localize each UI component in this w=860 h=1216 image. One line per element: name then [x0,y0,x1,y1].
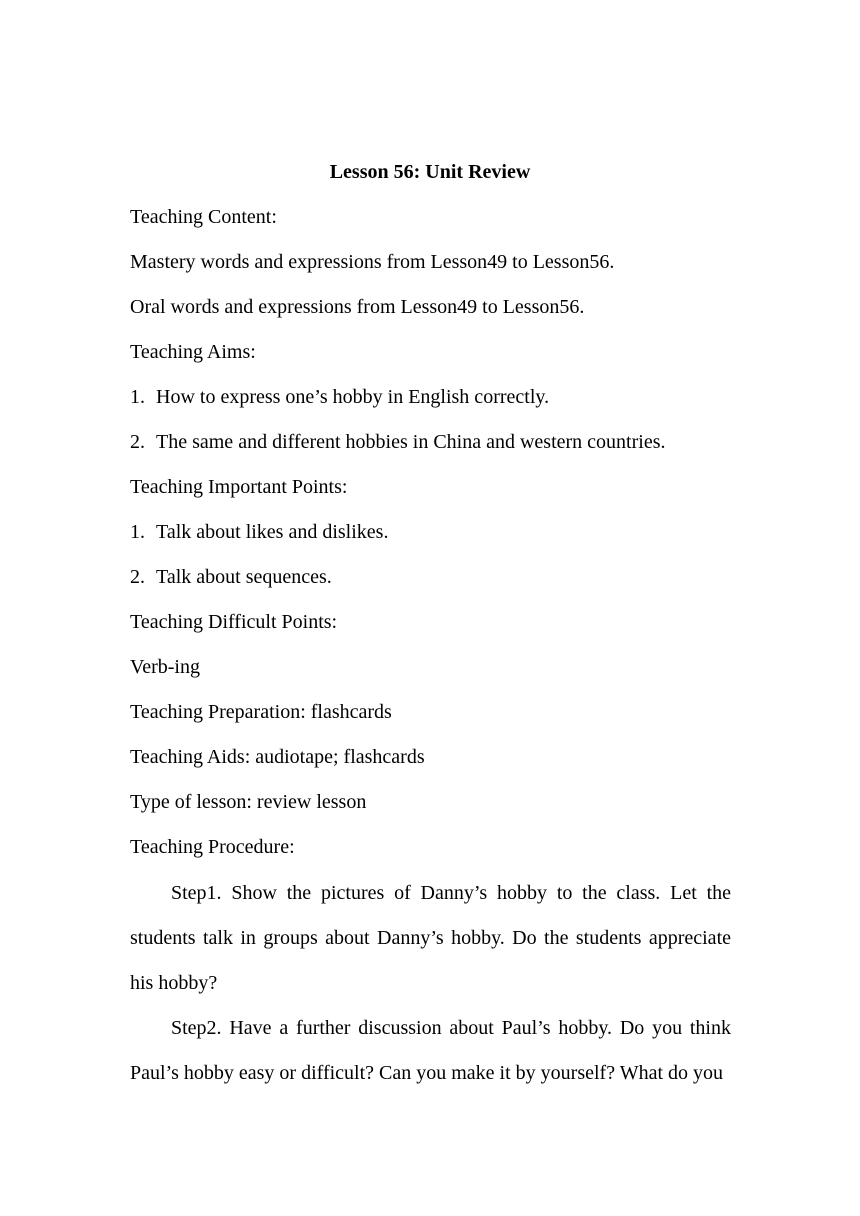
teaching-aims-heading: Teaching Aims: [130,341,256,363]
list-text: How to express one’s hobby in English correctly. [156,386,550,408]
list-number: 1. [130,521,145,543]
teaching-procedure-heading: Teaching Procedure: [130,836,295,858]
important-point-1 [130,519,388,545]
list-text: Talk about likes and dislikes. [156,521,389,543]
list-text: The same and different hobbies in China and western countries. [156,431,666,453]
content-line-oral: Oral words and expressions from Lesson49 to Lesson56. [130,296,585,318]
list-number: 2. [130,431,145,453]
aim-item-2 [130,429,665,455]
teaching-preparation: Teaching Preparation: flashcards [130,701,392,723]
procedure-step-1: Step1. Show the pictures of Danny’s hobby to the class. Let the students talk in groups about Danny’s hobby. Do the students appreciate his hobby? [130,882,731,994]
important-points-heading: Teaching Important Points: [130,476,348,498]
lesson-type: Type of lesson: review lesson [130,791,367,813]
list-number: 2. [130,566,145,588]
teaching-content-heading: Teaching Content: [130,206,277,228]
list-number: 1. [130,386,145,408]
difficult-points-text: Verb-ing [130,656,200,678]
important-point-2 [130,564,332,590]
list-text: Talk about sequences. [156,566,332,588]
procedure-step-2: Step2. Have a further discussion about Paul’s hobby. Do you think Paul’s hobby easy or difficult? Can you make it by yourself? What do you [130,1017,731,1084]
aim-item-1 [130,384,549,410]
content-line-mastery: Mastery words and expressions from Lesson49 to Lesson56. [130,251,615,273]
teaching-aids: Teaching Aids: audiotape; flashcards [130,746,425,768]
lesson-title: Lesson 56: Unit Review [329,161,531,183]
difficult-points-heading: Teaching Difficult Points: [130,611,338,633]
